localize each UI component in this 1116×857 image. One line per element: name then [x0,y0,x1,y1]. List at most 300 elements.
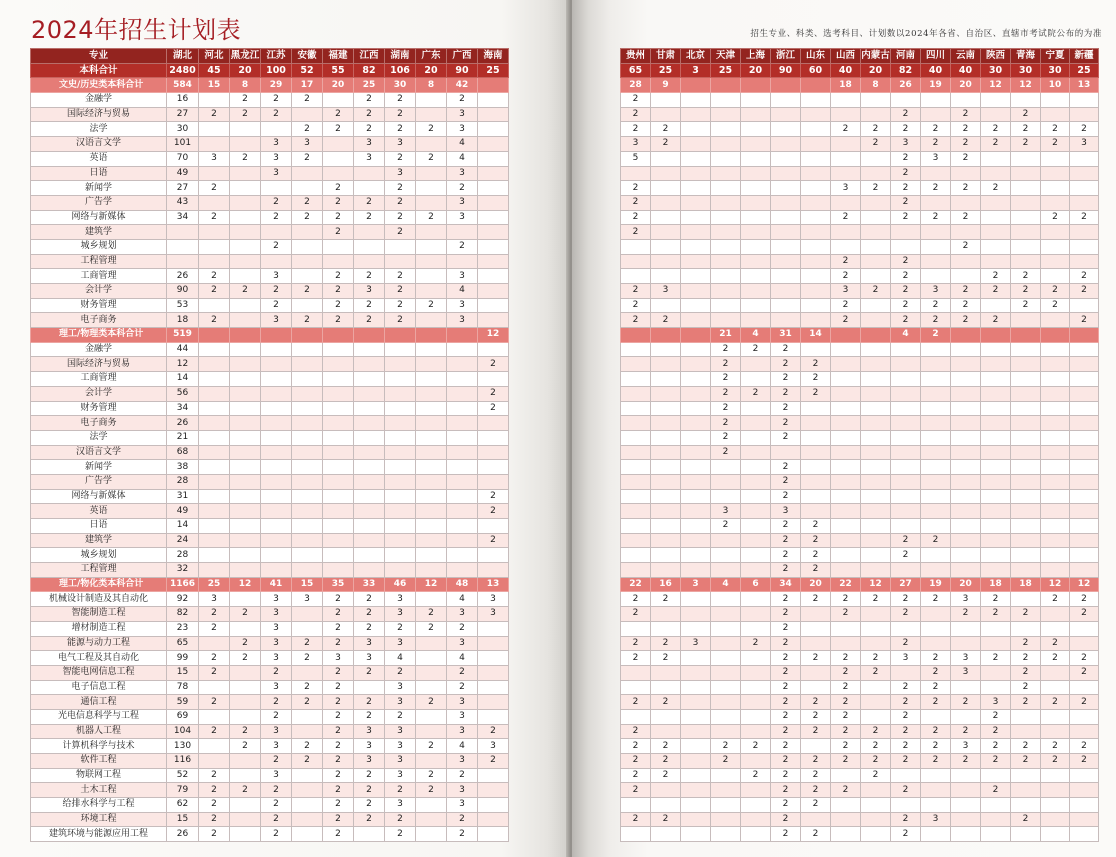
quota-cell: 28 [167,474,199,489]
quota-cell: 4 [447,284,478,299]
quota-cell [651,533,681,548]
table-row [621,460,1099,475]
quota-cell [891,401,921,416]
quota-cell [711,607,741,622]
header-cell-province: 黑龙江 [230,50,260,62]
quota-cell: 25 [354,78,385,93]
quota-cell [951,636,981,651]
quota-cell: 2 [771,563,801,578]
quota-cell [741,137,771,152]
quota-cell [292,445,323,460]
quota-cell [831,342,861,357]
quota-cell: 82 [167,607,199,622]
quota-cell: 3 [385,695,416,710]
quota-cell [711,680,741,695]
quota-cell [478,416,509,431]
quota-cell: 8 [230,78,261,93]
table-row [621,651,1099,666]
table-row [621,665,1099,680]
major-name-cell: 本科合计 [31,63,167,78]
quota-cell: 2 [199,651,230,666]
quota-cell: 2 [921,328,951,343]
major-name-cell: 给排水科学与工程 [31,798,167,813]
quota-cell: 2 [416,151,447,166]
quota-cell [354,504,385,519]
quota-cell [1011,372,1041,387]
quota-cell [681,313,711,328]
quota-cell: 2 [951,754,981,769]
table-row [621,430,1099,445]
quota-cell [1041,489,1070,504]
table-row [31,239,509,254]
major-name-cell: 软件工程 [31,754,167,769]
quota-cell [801,636,831,651]
quota-cell [711,122,741,137]
quota-cell: 33 [354,577,385,592]
quota-cell: 2 [385,709,416,724]
quota-cell [651,416,681,431]
quota-cell [323,533,354,548]
quota-cell: 15 [167,812,199,827]
major-name-cell: 建筑环境与能源应用工程 [31,827,167,842]
table-row [31,151,509,166]
quota-cell [1041,401,1070,416]
quota-cell [292,416,323,431]
quota-cell: 2 [831,665,861,680]
quota-cell: 29 [261,78,292,93]
quota-cell [741,416,771,431]
quota-cell: 2 [861,181,891,196]
quota-cell [921,357,951,372]
quota-cell [1041,386,1070,401]
quota-cell [921,93,951,108]
quota-cell [230,445,261,460]
quota-cell [681,166,711,181]
quota-cell: 2 [621,181,651,196]
quota-cell [385,342,416,357]
quota-cell [921,107,951,122]
major-name-cell: 英语 [31,151,167,166]
table-row [31,680,509,695]
major-name-cell: 增材制造工程 [31,621,167,636]
quota-cell: 2 [1041,284,1070,299]
quota-cell [621,798,651,813]
quota-cell [230,680,261,695]
quota-cell [831,239,861,254]
quota-cell: 20 [951,78,981,93]
quota-cell [831,151,861,166]
quota-cell: 2 [416,210,447,225]
quota-cell: 2 [447,93,478,108]
quota-cell [711,313,741,328]
quota-cell: 2 [891,313,921,328]
quota-cell [681,210,711,225]
quota-cell [1041,533,1070,548]
quota-cell: 15 [167,665,199,680]
quota-cell [292,239,323,254]
quota-cell [478,680,509,695]
quota-cell: 45 [199,63,230,78]
quota-cell [230,313,261,328]
page-title: 2024年招生计划表 [31,16,242,44]
quota-cell [199,636,230,651]
quota-cell: 2 [323,695,354,710]
quota-cell [861,239,891,254]
quota-cell [621,827,651,842]
quota-cell: 104 [167,724,199,739]
quota-cell: 2 [771,460,801,475]
quota-cell [416,665,447,680]
quota-cell [681,386,711,401]
quota-cell [801,401,831,416]
table-row [31,768,509,783]
quota-cell [981,636,1011,651]
quota-cell [261,181,292,196]
quota-cell [416,533,447,548]
header-cell-province: 湖北 [167,49,199,64]
quota-cell [741,592,771,607]
quota-cell: 2 [651,695,681,710]
quota-cell [651,474,681,489]
quota-cell: 10 [1041,78,1070,93]
quota-cell [981,195,1011,210]
quota-cell: 2 [801,724,831,739]
quota-cell [354,401,385,416]
quota-cell: 2 [771,709,801,724]
quota-cell [651,430,681,445]
quota-cell: 2 [801,798,831,813]
quota-cell [981,563,1011,578]
quota-cell: 38 [167,460,199,475]
quota-cell: 2 [478,533,509,548]
table-row [621,401,1099,416]
quota-cell: 2 [447,680,478,695]
quota-cell: 2 [711,739,741,754]
quota-cell: 26 [167,269,199,284]
quota-cell: 30 [1041,63,1070,78]
quota-cell [447,254,478,269]
quota-cell [478,254,509,269]
quota-cell: 2 [230,107,261,122]
quota-cell: 3 [261,166,292,181]
quota-cell [921,225,951,240]
quota-cell [861,151,891,166]
quota-cell: 2 [891,181,921,196]
quota-cell: 2 [711,401,741,416]
quota-cell: 3 [651,284,681,299]
quota-cell [651,181,681,196]
major-name-cell: 建筑学 [31,533,167,548]
quota-cell [651,225,681,240]
quota-cell [416,416,447,431]
quota-cell [292,474,323,489]
quota-cell [741,269,771,284]
quota-cell: 2 [651,137,681,152]
quota-cell: 2 [981,739,1011,754]
quota-cell: 2 [1041,122,1070,137]
quota-cell: 2 [861,665,891,680]
major-name-cell: 会计学 [31,284,167,299]
quota-cell: 2 [771,739,801,754]
quota-cell: 2 [621,122,651,137]
quota-cell [801,122,831,137]
quota-cell [681,137,711,152]
quota-cell [292,533,323,548]
quota-cell: 40 [921,63,951,78]
quota-cell [621,519,651,534]
quota-cell [831,166,861,181]
quota-cell [199,489,230,504]
quota-cell: 4 [385,651,416,666]
quota-cell [621,709,651,724]
quota-cell: 42 [447,78,478,93]
quota-cell: 2 [891,533,921,548]
quota-cell: 25 [478,63,509,78]
quota-cell: 2 [801,548,831,563]
quota-cell [1041,313,1070,328]
quota-cell [416,651,447,666]
quota-cell: 2 [771,636,801,651]
table-row [621,783,1099,798]
quota-cell [771,225,801,240]
quota-cell: 2 [891,680,921,695]
quota-cell: 20 [741,63,771,78]
quota-cell [230,798,261,813]
table-row [31,489,509,504]
quota-cell: 3 [711,504,741,519]
quota-cell [681,225,711,240]
quota-cell [416,284,447,299]
major-name-cell: 广告学 [31,195,167,210]
quota-cell: 18 [831,78,861,93]
table-row [31,195,509,210]
quota-cell: 3 [891,651,921,666]
quota-cell [741,695,771,710]
table-row [621,489,1099,504]
quota-cell [1011,724,1041,739]
quota-cell [478,93,509,108]
quota-cell [230,166,261,181]
quota-cell [771,298,801,313]
quota-cell: 2 [323,313,354,328]
quota-cell [651,680,681,695]
header-cell-province: 四川 [921,49,951,64]
quota-cell [651,386,681,401]
quota-cell [711,474,741,489]
quota-cell [621,386,651,401]
quota-cell [651,489,681,504]
quota-cell: 12 [478,328,509,343]
quota-cell: 20 [230,63,261,78]
quota-cell [416,548,447,563]
quota-cell: 2 [1070,313,1099,328]
quota-cell: 2 [199,181,230,196]
quota-cell [447,372,478,387]
quota-cell [861,827,891,842]
quota-cell: 2 [981,754,1011,769]
quota-cell: 2 [801,651,831,666]
quota-cell: 2 [354,93,385,108]
quota-cell [1070,533,1099,548]
table-row [621,724,1099,739]
quota-cell [478,548,509,563]
quota-cell [651,724,681,739]
quota-cell [478,474,509,489]
quota-cell [199,357,230,372]
quota-cell [1070,709,1099,724]
quota-cell [921,636,951,651]
quota-cell [861,313,891,328]
quota-cell: 3 [447,607,478,622]
quota-cell [416,181,447,196]
table-row [621,709,1099,724]
quota-cell: 3 [261,151,292,166]
quota-cell [199,548,230,563]
quota-cell: 2 [354,269,385,284]
quota-cell [981,445,1011,460]
quota-cell [741,754,771,769]
quota-cell [681,93,711,108]
quota-cell [861,254,891,269]
quota-cell: 2 [861,651,891,666]
quota-cell [681,122,711,137]
quota-cell [981,107,1011,122]
quota-cell [385,239,416,254]
table-row [621,827,1099,842]
quota-cell [711,166,741,181]
quota-cell [478,372,509,387]
quota-cell: 2 [1041,636,1070,651]
quota-cell [292,798,323,813]
quota-cell [741,78,771,93]
quota-cell [292,269,323,284]
quota-cell [167,254,199,269]
quota-cell: 2 [621,754,651,769]
quota-cell [1070,489,1099,504]
quota-cell: 2 [621,724,651,739]
quota-cell: 21 [711,328,741,343]
quota-cell: 2 [1070,284,1099,299]
quota-cell [921,548,951,563]
quota-cell: 2 [801,357,831,372]
quota-cell [1070,93,1099,108]
quota-cell: 3 [385,768,416,783]
quota-cell [1011,827,1041,842]
quota-cell [921,563,951,578]
quota-cell [801,210,831,225]
quota-cell [861,621,891,636]
major-name-cell: 理工/物化类本科合计 [31,577,167,592]
quota-cell: 18 [1011,577,1041,592]
quota-cell [478,225,509,240]
quota-cell [416,93,447,108]
quota-cell: 2 [230,724,261,739]
quota-cell [921,416,951,431]
quota-cell: 2 [385,195,416,210]
quota-cell [741,210,771,225]
quota-cell: 2 [981,607,1011,622]
table-row [621,504,1099,519]
quota-cell: 2 [354,798,385,813]
major-name-cell: 工商管理 [31,269,167,284]
quota-cell [741,489,771,504]
quota-cell [199,533,230,548]
quota-cell [1070,372,1099,387]
quota-cell: 56 [167,386,199,401]
major-name-cell: 环境工程 [31,812,167,827]
footnote: 招生专业、科类、选考科目、计划数以2024年各省、自治区、直辖市考试院公布的为准 [750,29,1102,39]
quota-cell: 3 [831,284,861,299]
quota-cell [1011,533,1041,548]
quota-cell [416,709,447,724]
quota-cell [385,548,416,563]
quota-cell [1011,342,1041,357]
quota-cell [323,166,354,181]
quota-cell: 3 [261,724,292,739]
quota-cell [478,284,509,299]
quota-cell: 2 [951,210,981,225]
quota-cell: 2 [771,357,801,372]
quota-cell: 2 [951,313,981,328]
quota-cell: 2 [621,636,651,651]
quota-cell [681,739,711,754]
quota-cell [651,107,681,122]
quota-cell: 2 [801,709,831,724]
right-enrollment-table [620,48,1099,842]
quota-cell: 2 [199,665,230,680]
quota-cell: 2 [771,489,801,504]
quota-cell [681,239,711,254]
quota-cell: 2 [354,783,385,798]
major-name-cell: 土木工程 [31,783,167,798]
quota-cell [711,651,741,666]
quota-cell: 2 [801,533,831,548]
quota-cell [354,548,385,563]
table-row [621,474,1099,489]
quota-cell [1011,195,1041,210]
quota-cell: 2 [416,739,447,754]
quota-cell: 2 [831,607,861,622]
quota-cell [478,166,509,181]
quota-cell [951,812,981,827]
quota-cell [951,430,981,445]
major-name-cell: 机械设计制造及其自动化 [31,592,167,607]
quota-cell: 43 [167,195,199,210]
quota-cell [292,430,323,445]
quota-cell: 2 [230,651,261,666]
quota-cell [801,166,831,181]
quota-cell: 99 [167,651,199,666]
header-cell-province: 天津 [711,49,741,64]
quota-cell: 2 [831,254,861,269]
table-row [31,298,509,313]
quota-cell: 2 [801,563,831,578]
quota-cell [323,372,354,387]
quota-cell [1041,783,1070,798]
quota-cell: 2 [199,313,230,328]
left-header-row [31,49,509,64]
major-name-cell: 工程管理 [31,563,167,578]
quota-cell: 13 [478,577,509,592]
quota-cell [1011,592,1041,607]
quota-cell [1041,519,1070,534]
quota-cell: 53 [167,298,199,313]
quota-cell [861,166,891,181]
quota-cell [831,401,861,416]
quota-cell [861,107,891,122]
quota-cell [651,342,681,357]
quota-cell: 2 [621,812,651,827]
